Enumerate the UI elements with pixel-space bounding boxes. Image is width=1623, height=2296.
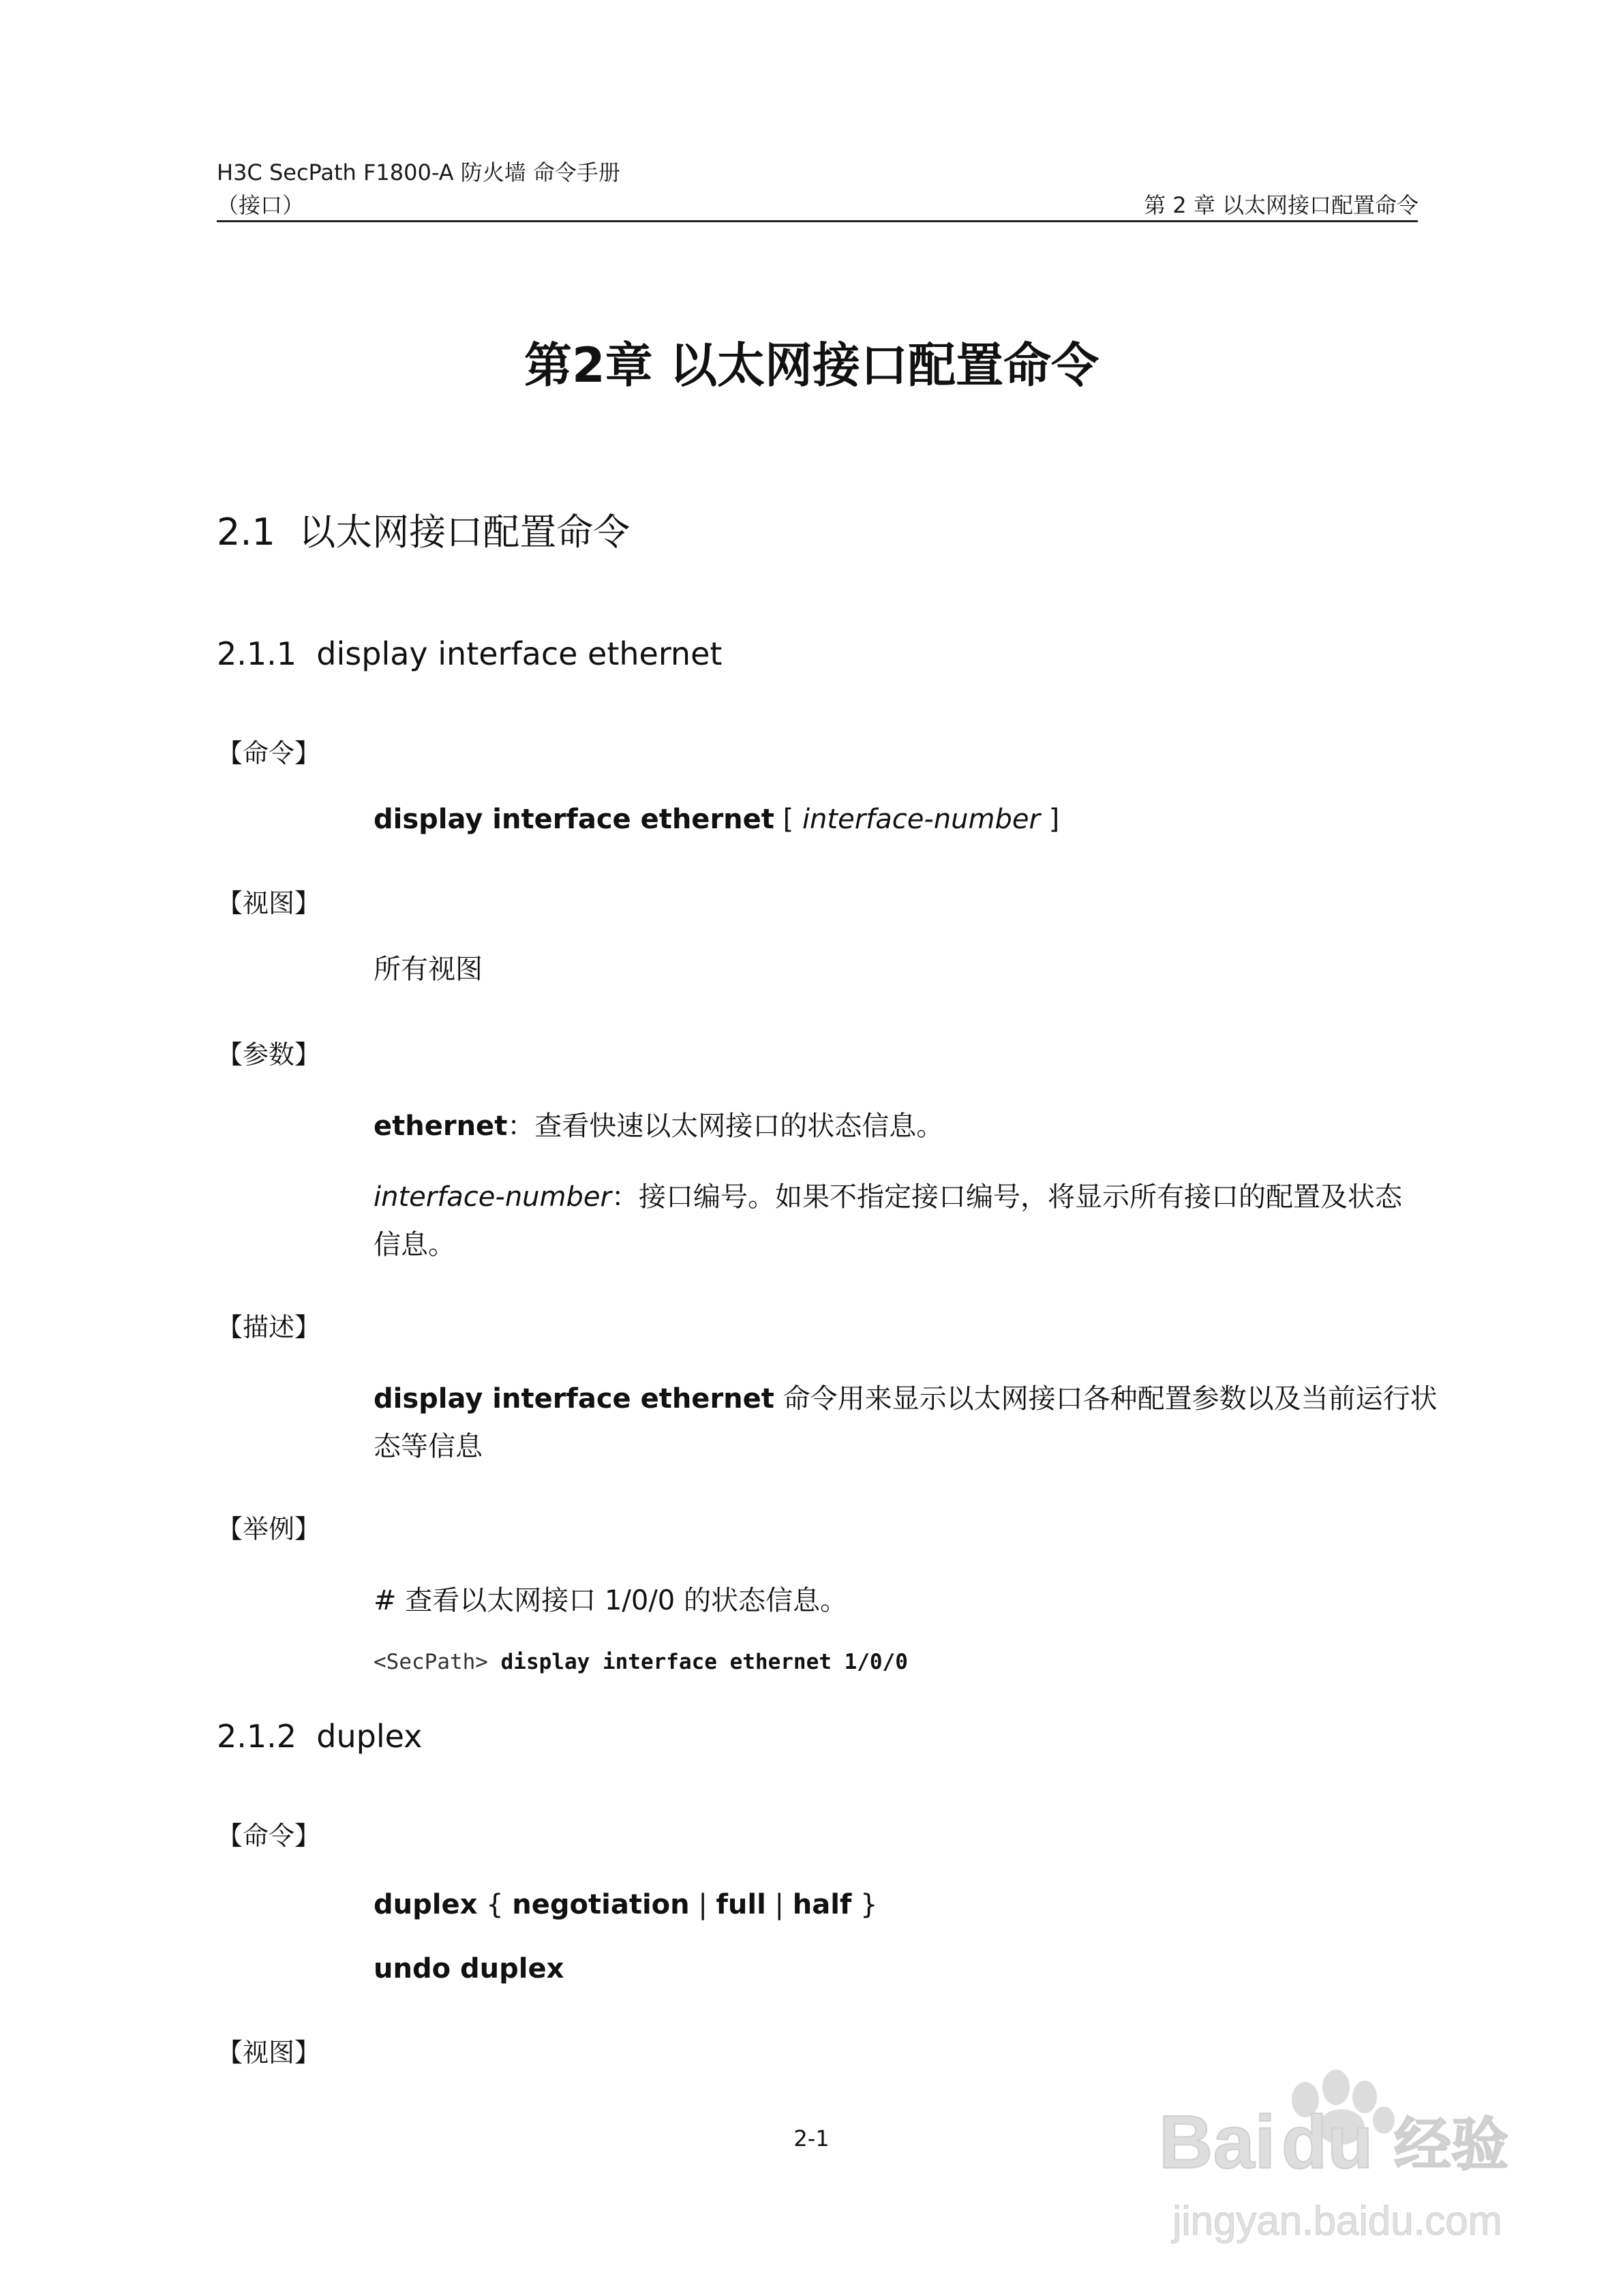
option-half: half <box>792 1889 852 1920</box>
duplex-syntax <box>374 1882 878 1928</box>
tag-command: 【命令】 <box>217 1821 321 1851</box>
separator: | <box>689 1889 716 1920</box>
example-comment: # 查看以太网接口 1/0/0 的状态信息。 <box>374 1585 847 1616</box>
command-keyword: duplex <box>374 1889 478 1920</box>
param-name: interface-number <box>374 1181 611 1213</box>
tag-view: 【视图】 <box>217 888 321 918</box>
command-keyword: display interface ethernet <box>374 804 774 835</box>
description-command: display interface ethernet <box>374 1383 774 1415</box>
page-number: 2-1 <box>793 2126 830 2151</box>
tag-example: 【举例】 <box>217 1514 321 1544</box>
chapter-title: 第2章 以太网接口配置命令 <box>524 337 1099 393</box>
svg-text:du: du <box>1281 2100 1374 2184</box>
svg-text:jingyan.baidu.com: jingyan.baidu.com <box>1172 2198 1502 2244</box>
param-interface-number <box>374 1174 1402 1220</box>
param-desc-continued: 信息。 <box>374 1229 455 1260</box>
subsection-title: display interface ethernet <box>316 635 723 672</box>
subsection-number: 2.1.2 <box>217 1718 297 1755</box>
separator: | <box>765 1889 793 1920</box>
subsection-title: duplex <box>316 1718 423 1755</box>
param-name: ethernet <box>374 1111 508 1142</box>
header-chapter-ref: 第 2 章 以太网接口配置命令 <box>1144 192 1419 218</box>
option-negotiation: negotiation <box>512 1889 690 1920</box>
bracket-close: ] <box>1040 804 1060 835</box>
tag-description: 【描述】 <box>217 1312 321 1342</box>
header-doc-title: H3C SecPath F1800-A 防火墙 命令手册 <box>217 160 620 185</box>
brace-close: } <box>851 1889 878 1920</box>
bracket-open: [ <box>774 804 802 835</box>
param-ethernet <box>374 1103 943 1149</box>
command-argument: interface-number <box>802 804 1040 835</box>
header-rule <box>217 220 1418 222</box>
subsection-number: 2.1.1 <box>217 635 297 672</box>
baidu-jingyan-watermark <box>1152 2052 1534 2256</box>
param-desc: ：接口编号。如果不指定接口编号，将显示所有接口的配置及状态 <box>611 1181 1402 1213</box>
view-text: 所有视图 <box>374 954 483 985</box>
svg-text:经验: 经验 <box>1394 2111 1509 2178</box>
header-doc-subtitle: （接口） <box>217 192 305 218</box>
code-prompt: <SecPath> <box>374 1650 488 1674</box>
command-syntax <box>374 796 1059 843</box>
example-code <box>374 1650 908 1674</box>
description-line1 <box>374 1376 1438 1422</box>
subsection-heading-duplex <box>217 1718 422 1755</box>
tag-command: 【命令】 <box>217 738 321 768</box>
description-text: 命令用来显示以太网接口各种配置参数以及当前运行状 <box>774 1383 1438 1415</box>
section-title: 以太网接口配置命令 <box>299 511 631 554</box>
code-command: display interface ethernet 1/0/0 <box>487 1650 908 1674</box>
description-line2: 态等信息 <box>374 1431 483 1462</box>
tag-view: 【视图】 <box>217 2038 321 2068</box>
undo-duplex-syntax: undo duplex <box>374 1953 564 1984</box>
watermark-logo <box>1152 2052 1534 2256</box>
tag-params: 【参数】 <box>217 1040 321 1070</box>
section-number: 2.1 <box>217 511 275 554</box>
subsection-heading-display <box>217 635 722 672</box>
param-desc: ：查看快速以太网接口的状态信息。 <box>507 1111 944 1142</box>
option-full: full <box>716 1889 766 1920</box>
svg-text:Bai: Bai <box>1159 2100 1276 2184</box>
section-heading <box>217 503 630 556</box>
brace-open: { <box>477 1889 513 1920</box>
